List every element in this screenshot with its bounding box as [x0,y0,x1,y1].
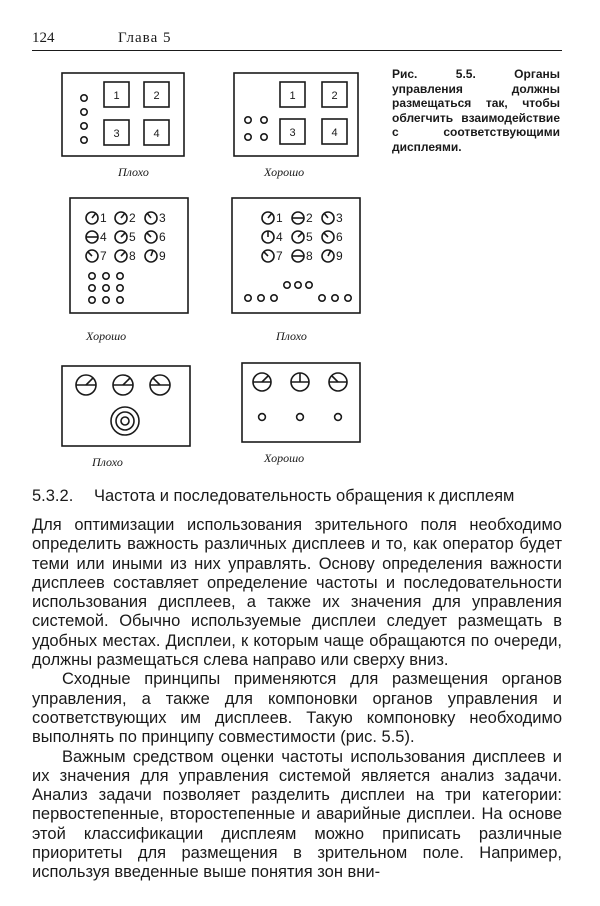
dial-number: 5 [129,230,136,244]
dial-number: 2 [129,211,136,225]
display-number: 1 [113,90,120,102]
dial-number: 7 [100,249,107,263]
section-title: Частота и последовательность обращения к дисплеям [94,487,515,505]
page-number: 124 [32,30,55,46]
dial-number: 1 [100,211,107,225]
paragraph: Сходные принципы применяются для размещения органов управления, а также для компоновки органов управления и соответствующих им дисплеев. Такую компоновку необходимо выполнять по принципу совместимости (рис. 5.5). [32,670,562,747]
display-number: 1 [289,90,296,102]
panel-label: Плохо [118,165,149,179]
panel-bad-3 [62,366,190,446]
panel-label: Плохо [276,329,307,343]
chapter-title: Глава 5 [118,30,172,46]
panel-label: Плохо [92,455,123,469]
display-number: 3 [113,128,120,140]
dial-number: 3 [159,211,166,225]
dial-number: 4 [100,230,107,244]
panel-label: Хорошо [264,451,305,465]
panel-label: Хорошо [86,329,127,343]
dial-number: 2 [306,211,313,225]
figure-caption: Рис. 5.5. Органы управления должны размещаться так, чтобы облегчить взаимодействие с соответствующими дисплеями. [392,67,560,154]
display-number: 2 [153,90,160,102]
dial-number: 4 [276,230,283,244]
paragraph: Важным средством оценки частоты использования дисплеев и их значения для управления системой является анализ задачи. Анализ задачи позволяет разделить дисплеи на три категории: первостепенные, второстепенные и аварийные дисплеи. На основе этой классификации дисплеям можно приписать различные приоритеты для размещения в зрительном поле. Например, используя введенные выше понятия зон вни- [32,747,562,882]
dial-number: 8 [129,249,136,263]
dial-number: 5 [306,230,313,244]
display-number: 3 [289,127,296,139]
dial-number: 3 [336,211,343,225]
dial-number: 6 [336,230,343,244]
panel-label: Хорошо [264,165,305,179]
display-number: 4 [153,128,160,140]
dial-number: 1 [276,211,283,225]
dial-number: 9 [336,249,343,263]
display-number: 4 [331,127,338,139]
panel-good-2 [70,198,188,313]
dial-number: 8 [306,249,313,263]
panel-bad-2 [232,198,360,313]
section-heading [32,487,567,506]
panel-bad-1 [62,73,184,156]
panel-good-3 [242,363,360,442]
body-text [32,516,562,883]
panel-good-1 [234,73,358,156]
dial-number: 7 [276,249,283,263]
dial-number: 9 [159,249,166,263]
dial-number: 6 [159,230,166,244]
display-number: 2 [331,90,338,102]
paragraph: Для оптимизации использования зрительного поля необходимо определить важность различных дисплеев и то, как оператор будет теми или иными из них управлять. Основу определения важности дисплеев составляет определение частоты и последовательности использования дисплеев, а также их значения для управления системой. Обычно используемые дисплеи следует размещать в удобных местах. Дисплеи, к которым чаще обращаются по очереди, должны размещаться слева направо или сверху вниз. [32,516,562,670]
section-number: 5.3.2. [32,487,74,505]
